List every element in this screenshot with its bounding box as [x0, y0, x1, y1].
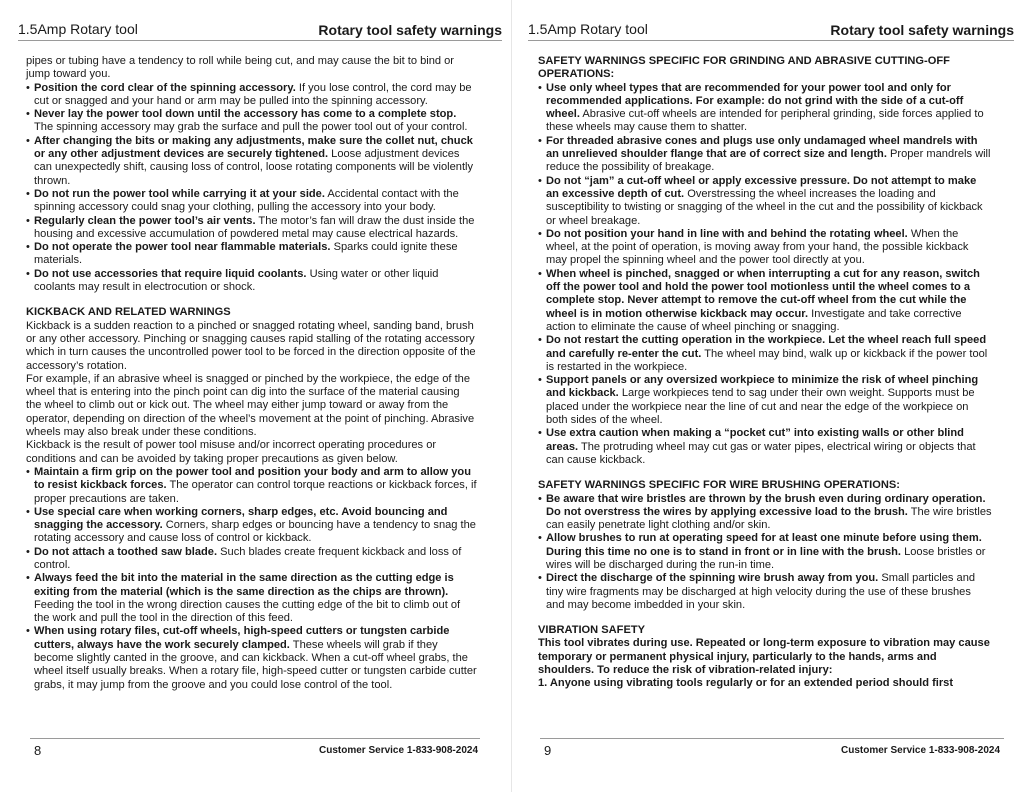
- vibration-heading: VIBRATION SAFETY: [538, 624, 646, 637]
- kickback-warnings-list: [26, 466, 478, 692]
- page-number: 8: [34, 743, 42, 758]
- right-page: [512, 0, 1024, 792]
- right-body: [538, 55, 992, 691]
- left-body: [26, 55, 478, 692]
- warning-item: • Do not operate the power tool near flammable materials. Sparks could ignite these materials.: [26, 241, 478, 268]
- section-title: Rotary tool safety warnings: [830, 22, 1014, 38]
- kickback-paragraph: For example, if an abrasive wheel is snagged or pinched by the workpiece, the edge of the wheel that is entering into the pinch point can dig into the surface of the material causing the wheel to climb out or kick out. The wheel may either jump toward or away from the operator, depending on direction of the wheel’s movement at the point of pinching. Abrasive wheels may also break under these conditions.: [26, 372, 475, 439]
- footer-rule: [30, 738, 480, 739]
- product-title: 1.5Amp Rotary tool: [528, 21, 648, 37]
- warning-item: • Position the cord clear of the spinning accessory. If you lose control, the cord may be cut or snagged and your hand or arm may be pulled into the spinning accessory.: [26, 82, 478, 109]
- general-warnings-list: [26, 82, 478, 295]
- warning-item: • Regularly clean the power tool’s air vents. The motor’s fan will draw the dust inside the housing and excessive accumulation of powdered metal may cause electrical hazards.: [26, 215, 478, 242]
- continued-text: pipes or tubing have a tendency to roll while being cut, and may cause the bit to bind or jump toward you.: [26, 55, 454, 81]
- warning-item: • Do not “jam” a cut-off wheel or apply excessive pressure. Do not attempt to make an excessive depth of cut. Overstressing the wheel increases the loading and susceptibility to twisting or snagging of the wheel in the cut and the possibility of kickback or wheel breakage.: [538, 175, 992, 228]
- grinding-warnings-list: [538, 82, 992, 468]
- customer-service-phone: Customer Service 1-833-908-2024: [841, 745, 1000, 756]
- page-number: 9: [544, 743, 552, 758]
- warning-item: • When using rotary files, cut-off wheels, high-speed cutters or tungsten carbide cutters, always have the work securely clamped. These wheels will grab if they become slightly canted in the groove, and can kickback. When a cut-off wheel grabs, the wheel itself usually breaks. When a rotary file, high-speed cutter or tungsten carbide cutter grabs, it may jump from the groove and you could lose control of the tool.: [26, 625, 478, 691]
- warning-item: • Use only wheel types that are recommended for your power tool and only for recommended applications. For example: do not grind with the side of a cut-off wheel. Abrasive cut-off wheels are intended for peripheral grinding, side forces applied to these wheels may cause them to shatter.: [538, 82, 992, 135]
- warning-item: • Direct the discharge of the spinning wire brush away from you. Small particles and tiny wire fragments may be discharged at high velocity during the use of these brushes and may become imbedded in your skin.: [538, 572, 992, 612]
- warning-item: • Never lay the power tool down until the accessory has come to a complete stop. The spinning accessory may grab the surface and pull the power tool out of your control.: [26, 108, 478, 135]
- vibration-text: This tool vibrates during use. Repeated or long-term exposure to vibration may cause temporary or permanent physical injury, particularly to the hands, arms and shoulders. To reduce the risk of vibration-related injury:: [538, 637, 990, 677]
- warning-item: • Do not use accessories that require liquid coolants. Using water or other liquid coolants may result in electrocution or shock.: [26, 268, 478, 295]
- warning-item: • Be aware that wire bristles are thrown by the brush even during ordinary operation. Do not overstress the wires by applying excessive load to the brush. The wire bristles can easily penetrate light clothing and/or skin.: [538, 493, 992, 533]
- warning-item: • After changing the bits or making any adjustments, make sure the collet nut, chuck or any other adjustment devices are securely tightened. Loose adjustment devices can unexpectedly shift, causing loss of control, loose rotating components will be violently thrown.: [26, 135, 478, 188]
- warning-item: • When wheel is pinched, snagged or when interrupting a cut for any reason, switch off the power tool and hold the power tool motionless until the wheel comes to a complete stop. Never attempt to remove the cut-off wheel from the cut while the wheel is in motion otherwise kickback may occur. Investigate and take corrective action to eliminate the cause of wheel pinching or snagging.: [538, 268, 992, 334]
- warning-item: • Use special care when working corners, sharp edges, etc. Avoid bouncing and snagging the accessory. Corners, sharp edges or bouncing have a tendency to snag the rotating accessory and cause loss of control or kickback.: [26, 506, 478, 546]
- section-title: Rotary tool safety warnings: [318, 22, 502, 38]
- warning-item: • Do not run the power tool while carrying it at your side. Accidental contact with the spinning accessory could snag your clothing, pulling the accessory into your body.: [26, 188, 478, 215]
- customer-service-phone: Customer Service 1-833-908-2024: [319, 745, 478, 756]
- warning-item: • Allow brushes to run at operating speed for at least one minute before using them. During this time no one is to stand in front or in line with the brush. Loose bristles or wires will be discharged during the run-in time.: [538, 532, 992, 572]
- warning-item: • Support panels or any oversized workpiece to minimize the risk of wheel pinching and kickback. Large workpieces tend to sag under their own weight. Supports must be placed under the workpiece near the line of cut and near the edge of the workpiece on both sides of the wheel.: [538, 374, 992, 427]
- kickback-paragraph: Kickback is the result of power tool misuse and/or incorrect operating procedures or conditions and can be avoided by taking proper precautions as given below.: [26, 439, 437, 465]
- warning-item: • Do not restart the cutting operation in the workpiece. Let the wheel reach full speed and carefully re-enter the cut. The wheel may bind, walk up or kickback if the power tool is restarted in the workpiece.: [538, 334, 992, 374]
- kickback-paragraph: Kickback is a sudden reaction to a pinched or snagged rotating wheel, sanding band, brush or any other accessory. Pinching or snagging causes rapid stalling of the rotating accessory which in turn causes the uncontrolled power tool to be forced in the direction opposite of the accessory’s rotation.: [26, 319, 476, 372]
- kickback-heading: KICKBACK AND RELATED WARNINGS: [26, 306, 231, 319]
- header-rule: [528, 40, 1014, 41]
- product-title: 1.5Amp Rotary tool: [18, 21, 138, 37]
- warning-item: • Always feed the bit into the material in the same direction as the cutting edge is exiting from the material (which is the same direction as the chips are thrown). Feeding the tool in the wrong direction causes the cutting edge of the bit to climb out of the work and pull the tool in the direction of this feed.: [26, 572, 478, 625]
- footer-rule: [540, 738, 1004, 739]
- vibration-item: 1. Anyone using vibrating tools regularly or for an extended period should first: [538, 677, 954, 690]
- warning-item: • Do not position your hand in line with and behind the rotating wheel. When the wheel, at the point of operation, is moving away from your hand, the possible kickback may propel the spinning wheel and the power tool directly at you.: [538, 228, 992, 268]
- page-header: [18, 21, 502, 41]
- grinding-heading: SAFETY WARNINGS SPECIFIC FOR GRINDING AND ABRASIVE CUTTING-OFF OPERATIONS:: [538, 55, 950, 81]
- warning-item: • Do not attach a toothed saw blade. Such blades create frequent kickback and loss of control.: [26, 546, 478, 573]
- wire-brushing-warnings-list: [538, 493, 992, 613]
- warning-item: • For threaded abrasive cones and plugs use only undamaged wheel mandrels with an unrelieved shoulder flange that are of correct size and length. Proper mandrels will reduce the possibility of breakage.: [538, 135, 992, 175]
- wire-brushing-heading: SAFETY WARNINGS SPECIFIC FOR WIRE BRUSHING OPERATIONS:: [538, 479, 901, 492]
- header-rule: [18, 40, 502, 41]
- page-header: [528, 21, 1014, 41]
- warning-item: • Use extra caution when making a “pocket cut” into existing walls or other blind areas. The protruding wheel may cut gas or water pipes, electrical wiring or objects that can cause kickback.: [538, 427, 992, 467]
- warning-item: • Maintain a firm grip on the power tool and position your body and arm to allow you to resist kickback forces. The operator can control torque reactions or kickback forces, if proper precautions are taken.: [26, 466, 478, 506]
